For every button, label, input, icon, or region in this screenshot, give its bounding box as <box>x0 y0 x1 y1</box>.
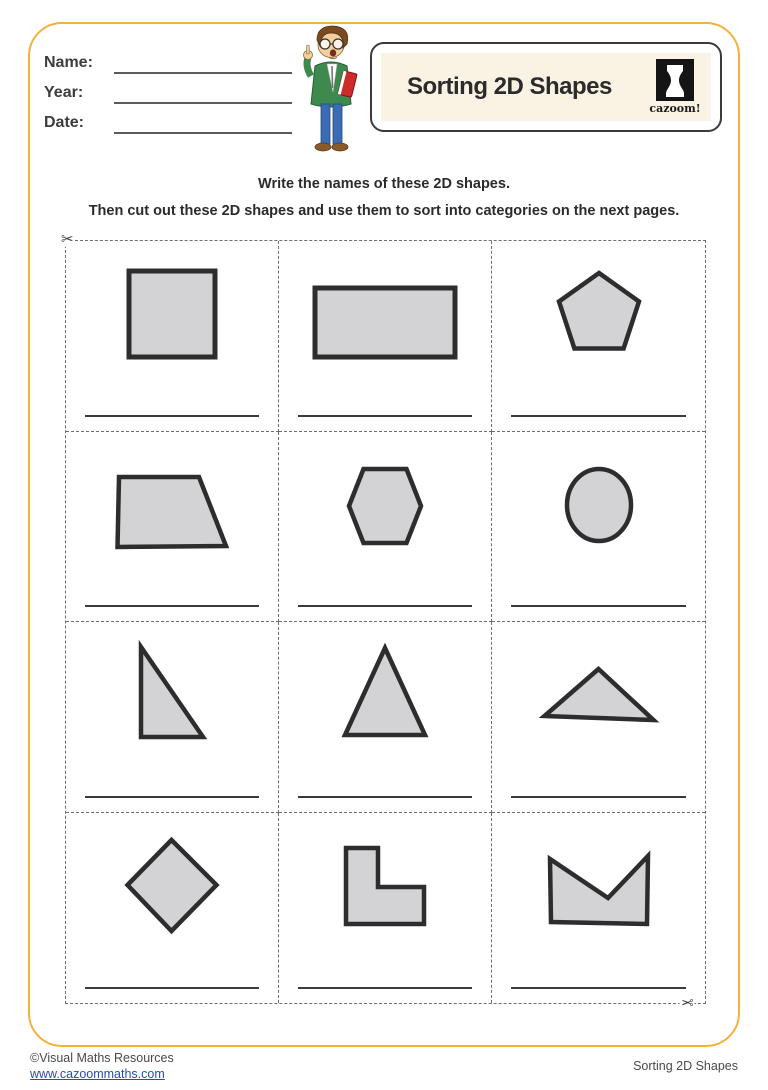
card-hexagon <box>279 432 492 623</box>
shape-card-grid <box>65 240 706 1004</box>
answer-line[interactable] <box>511 415 686 417</box>
card-isosceles-triangle <box>279 622 492 813</box>
square-shape <box>126 268 218 360</box>
title-panel <box>381 53 711 121</box>
card-scalene-triangle <box>492 622 705 813</box>
cazoom-logo-text: cazoom! <box>649 102 701 115</box>
year-field <box>44 74 292 104</box>
card-chevron <box>492 813 705 1004</box>
page-title: Sorting 2D Shapes <box>407 73 612 100</box>
answer-line[interactable] <box>511 987 686 989</box>
cazoom-logo-icon <box>656 59 694 101</box>
card-rectangle <box>279 241 492 432</box>
trapezium-shape <box>114 473 230 550</box>
date-label: Date: <box>44 114 85 131</box>
date-input-line[interactable] <box>114 110 292 134</box>
pentagon-shape <box>555 270 643 354</box>
card-pentagon <box>492 241 705 432</box>
l-shape <box>343 845 427 927</box>
card-l-shape <box>279 813 492 1004</box>
answer-line[interactable] <box>298 605 472 607</box>
card-trapezium <box>66 432 279 623</box>
scalene-triangle-shape <box>541 666 656 724</box>
answer-line[interactable] <box>85 796 259 798</box>
answer-line[interactable] <box>298 796 472 798</box>
date-field <box>44 104 292 134</box>
name-field <box>44 44 292 74</box>
card-rhombus <box>66 813 279 1004</box>
answer-line[interactable] <box>511 605 686 607</box>
card-circle <box>492 432 705 623</box>
answer-line[interactable] <box>298 415 472 417</box>
hexagon-shape <box>346 465 424 547</box>
isosceles-triangle-shape <box>341 644 429 739</box>
student-info-fields <box>44 44 292 134</box>
answer-line[interactable] <box>298 987 472 989</box>
rectangle-shape <box>312 285 458 360</box>
footer-worksheet-title: Sorting 2D Shapes <box>633 1059 738 1073</box>
answer-line[interactable] <box>511 796 686 798</box>
rhombus-shape <box>125 837 220 934</box>
name-input-line[interactable] <box>114 50 292 74</box>
answer-line[interactable] <box>85 987 259 989</box>
title-box <box>370 42 722 132</box>
card-right-angled-triangle <box>66 622 279 813</box>
answer-line[interactable] <box>85 605 259 607</box>
right-angled-triangle-shape <box>137 643 207 741</box>
answer-line[interactable] <box>85 415 259 417</box>
name-label: Name: <box>44 54 93 71</box>
scissors-icon: ✂ <box>61 231 74 248</box>
instruction-line-1: Write the names of these 2D shapes. <box>258 176 510 192</box>
instruction-line-2: Then cut out these 2D shapes and use them to sort into categories on the next pages. <box>88 203 680 219</box>
year-input-line[interactable] <box>114 80 292 104</box>
scissors-icon: ✂ <box>681 995 694 1012</box>
cazoom-logo <box>649 59 701 115</box>
copyright-text: ©Visual Maths Resources <box>30 1051 174 1065</box>
chevron-shape <box>547 853 651 927</box>
circle-shape <box>564 466 634 544</box>
year-label: Year: <box>44 84 84 101</box>
teacher-illustration <box>294 24 366 154</box>
cazoommaths-link[interactable]: www.cazoommaths.com <box>30 1067 165 1081</box>
card-square <box>66 241 279 432</box>
